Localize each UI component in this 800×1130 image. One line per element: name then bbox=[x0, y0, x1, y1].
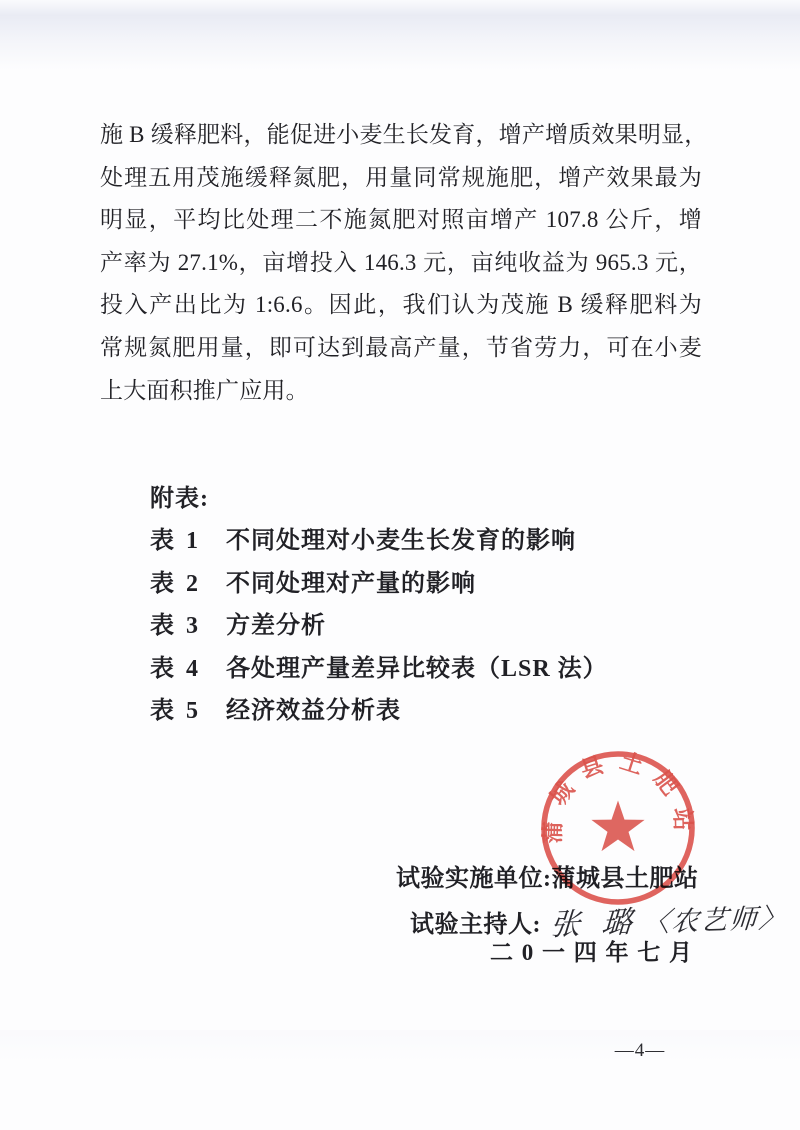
host-title: 〈农艺师〉 bbox=[641, 902, 789, 938]
table-title: 方差分析 bbox=[226, 613, 326, 640]
paragraph-line: 上大面积推广应用。 bbox=[100, 377, 309, 403]
paragraph-line: 投入产出比为 1:6.6。因此，我们认为茂施 B 缓释肥料为 bbox=[100, 292, 702, 318]
attachment-list-item bbox=[150, 690, 608, 732]
official-red-seal bbox=[537, 747, 699, 909]
host-name: 张 璐 bbox=[549, 905, 640, 942]
paragraph-line: 施 B 缓释肥料，能促进小麦生长发育，增产增质效果明显， bbox=[100, 122, 708, 147]
seal-ring-text: 蒲城县土肥站 bbox=[540, 748, 696, 844]
scan-edge-shadow-top bbox=[0, 0, 800, 70]
table-number: 表 4 bbox=[150, 655, 201, 682]
test-host-label: 试验主持人: bbox=[410, 912, 541, 938]
table-title: 经济效益分析表 bbox=[226, 698, 401, 725]
table-number: 表 5 bbox=[150, 698, 201, 725]
page-number: —4— bbox=[614, 1040, 666, 1061]
attachment-list-item bbox=[150, 563, 608, 605]
table-title: 各处理产量差异比较表（LSR 法） bbox=[226, 655, 608, 682]
attachment-list-item bbox=[150, 605, 608, 647]
attachment-list-item bbox=[150, 520, 608, 562]
seal-star-icon bbox=[591, 801, 644, 852]
attachment-list-item bbox=[150, 648, 608, 690]
attachment-table-list bbox=[150, 478, 608, 732]
implementing-unit-value: 蒲城县土肥站 bbox=[551, 866, 699, 892]
table-title: 不同处理对产量的影响 bbox=[226, 570, 476, 597]
signature-date: 二 0 一 四 年 七 月 bbox=[490, 940, 694, 965]
paragraph-line: 处理五用茂施缓释氮肥，用量同常规施肥，增产效果最为 bbox=[100, 164, 702, 190]
paragraph-line: 产率为 27.1%，亩增投入 146.3 元，亩纯收益为 965.3 元， bbox=[100, 249, 702, 275]
table-number: 表 3 bbox=[150, 613, 201, 640]
main-paragraph bbox=[100, 114, 708, 412]
paragraph-line: 明显，平均比处理二不施氮肥对照亩增产 107.8 公斤，增 bbox=[100, 207, 702, 233]
attachment-list-heading: 附表: bbox=[150, 486, 209, 512]
paragraph-line: 常规氮肥用量，即可达到最高产量，节省劳力，可在小麦 bbox=[100, 334, 702, 360]
table-number: 表 2 bbox=[150, 570, 201, 597]
table-number: 表 1 bbox=[150, 528, 201, 555]
table-title: 不同处理对小麦生长发育的影响 bbox=[226, 528, 576, 555]
implementing-unit-label: 试验实施单位: bbox=[396, 866, 552, 892]
